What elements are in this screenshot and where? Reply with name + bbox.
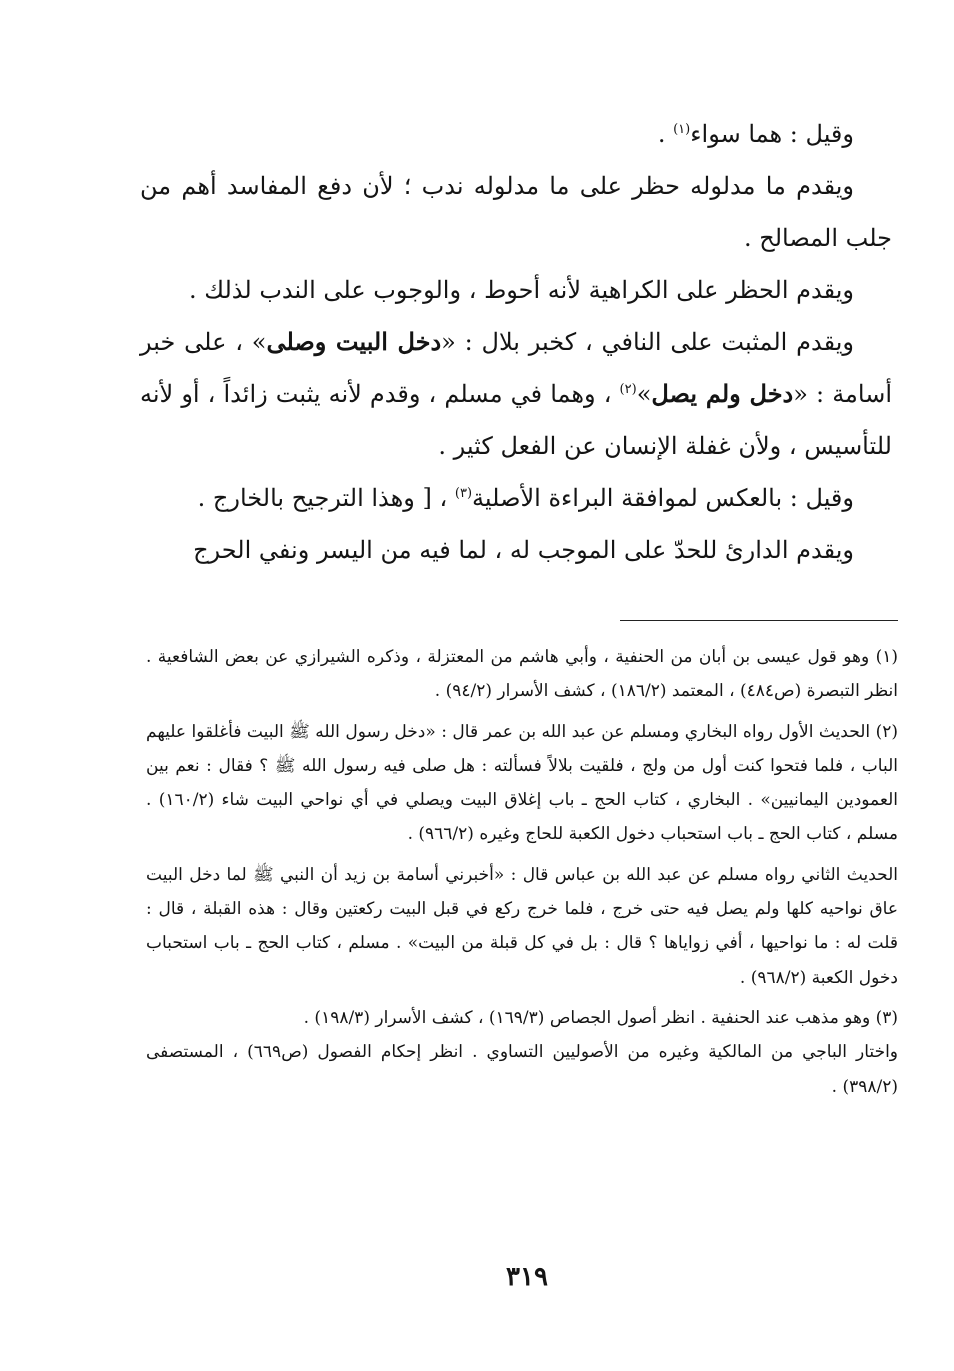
footnote-1: (١) وهو قول عيسى بن أبان من الحنفية ، وأبي هاشم من المعتزلة ، وذكره الشيرازي عن بعض الشافعية . انظر التبصرة (ص٤٨٤) ، المعتمد (١٨٦/٢) ، كشف الأسرار (٩٤/٢) . bbox=[146, 647, 898, 702]
footnotes bbox=[146, 640, 898, 1104]
paragraph-1 bbox=[140, 108, 892, 160]
paragraph-1-text: وقيل : هما سواء bbox=[690, 120, 854, 148]
main-text bbox=[140, 108, 892, 576]
paragraph-6: ويقدم الدارئ للحدّ على الموجب له ، لما فيه من اليسر ونفي الحرج bbox=[193, 536, 854, 564]
paragraph-2: ويقدم ما مدلوله حظر على ما مدلوله ندب ؛ لأن دفع المفاسد أهم من جلب المصالح . bbox=[140, 172, 892, 252]
paragraph-4-part-f: ، وهما في مسلم ، وقدم لأنه يثبت زائداً ، أو لأنه للتأسيس ، ولأن غفلة الإنسان عن الفعل كثير . bbox=[140, 380, 892, 460]
paragraph-3: ويقدم الحظر على الكراهية لأنه أحوط ، والوجوب على الندب لذلك . bbox=[188, 276, 854, 304]
footnote-ref-3: (٣) bbox=[454, 486, 473, 501]
hadith-quote-usama: دخل ولم يصل bbox=[651, 379, 794, 408]
paragraph-4-part-e: » bbox=[636, 380, 652, 408]
footnote-3-part-2: واختار الباجي من المالكية وغيره من الأصوليين التساوي . انظر إحكام الفصول (ص٦٦٩) ، المستصفى (٣٩٨/٢) . bbox=[146, 1042, 899, 1097]
paragraph-5 bbox=[140, 472, 892, 524]
footnote-ref-1: (١) bbox=[673, 122, 691, 137]
footnote-3-part-1: (٣) وهو مذهب عند الحنفية . انظر أصول الجصاص (١٦٩/٣) ، كشف الأسرار (١٩٨/٣) . bbox=[303, 1007, 898, 1028]
footnote-2-part-1: (٢) الحديث الأول رواه البخاري ومسلم عن عبد الله بن عمر قال : «دخل رسول الله ﷺ البيت فأغلقوا عليهم الباب ، فلما فتحوا كنت أول من ولج ، فلقيت بلالاً فسألته : هل صلى فيه رسول الله ﷺ ؟ فقال : نعم بين العمودين اليمانيين» . البخاري ، كتاب الحج ـ باب إغلاق البيت ويصلي في أي نواحي البيت شاء (١٦٠/٢) . مسلم ، كتاب الحج ـ باب استحباب دخول الكعبة للحاج وغيره (٩٦٦/٢) . bbox=[146, 721, 898, 845]
footnote-ref-2: (٢) bbox=[619, 382, 637, 397]
footnote-2-part-2: الحديث الثاني رواه مسلم عن عبد الله بن عباس قال : «أخبرني أسامة بن زيد أن النبي ﷺ لما دخل البيت عاق نواحيه كلها ولم يصل فيه حتى خرج ، فلما خرج ركع في قبل البيت ركعتين وقال : هذه القبلة ، قال : قلت له : ما نواحيها ، أفي زواياها ؟ قال : بل في كل قبلة من البيت» . مسلم ، كتاب الحج ـ باب استحباب دخول الكعبة (٩٦٨/٢) . bbox=[146, 864, 898, 988]
footnote-separator bbox=[620, 620, 898, 621]
hadith-quote-bilal: دخل البيت وصلى bbox=[266, 327, 442, 356]
paragraph-4 bbox=[140, 316, 892, 472]
paragraph-4-part-a: ويقدم المثبت على النافي ، كخبر بلال : « bbox=[441, 328, 855, 356]
paragraph-5-part-a: وقيل : بالعكس لموافقة البراءة الأصلية bbox=[472, 484, 854, 512]
page-number: ٣١٩ bbox=[506, 1262, 548, 1292]
paragraph-4-part-c: » ، على خبر أسامة : « bbox=[140, 328, 893, 408]
paragraph-1-tail: . bbox=[657, 120, 674, 148]
paragraph-5-part-b: ، [ وهذا الترجيح بالخارج . bbox=[197, 484, 455, 512]
